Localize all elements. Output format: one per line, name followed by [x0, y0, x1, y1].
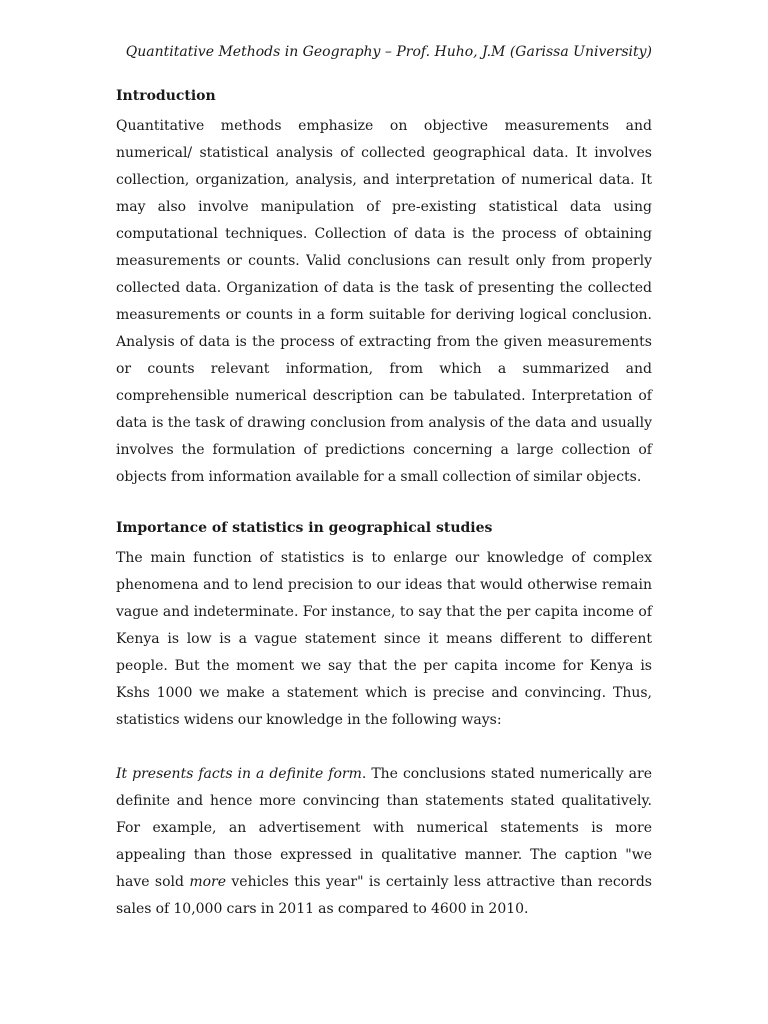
paragraph-introduction: Quantitative methods emphasize on objective measurements and numerical/ statistical analysis of collected geographical data. It involves collection, organization, analysis, and interpretation of numerical data. It may also involve manipulation of pre-existing statistical data using computational techniques. Collection of data is the process of obtaining measurements or counts. Valid conclusions can result only from properly collected data. Organization of data is the task of presenting the collected measurements or counts in a form suitable for deriving logical conclusion. Analysis of data is the process of extracting from the given measurements or counts relevant information, from which a summarized and comprehensible numerical description can be tabulated. Interpretation of data is the task of drawing conclusion from analysis of the data and usually involves the formulation of predictions concerning a large collection of objects from information available for a small collection of similar objects. [116, 118, 652, 485]
emphasis-word: more [189, 874, 227, 890]
paragraph-text: . The conclusions stated numerically are definite and hence more convincing than statements stated qualitatively. For example, an advertisement with numerical statements is more appealing than those expressed in qualitative manner. The caption "we have sold [116, 766, 652, 890]
paragraph-spacer [116, 734, 652, 761]
section-heading-introduction: Introduction [116, 88, 216, 104]
running-head: Quantitative Methods in Geography – Prof. Huho, J.M (Garissa University) [125, 44, 652, 60]
lead-phrase: It presents facts in a definite form [116, 766, 362, 782]
section-heading-importance: Importance of statistics in geographical studies [116, 520, 493, 536]
paragraph-spacer [116, 491, 652, 518]
paragraph-definite-form [116, 761, 652, 923]
paragraph-importance: The main function of statistics is to enlarge our knowledge of complex phenomena and to lend precision to our ideas that would otherwise remain vague and indeterminate. For instance, to say that the per capita income of Kenya is low is a vague statement since it means different to different people. But the moment we say that the per capita income for Kenya is Kshs 1000 we make a statement which is precise and convincing. Thus, statistics widens our knowledge in the following ways: [116, 550, 652, 728]
paragraph-text: vehicles this year" is certainly less attractive than records sales of 10,000 cars in 2011 as compared to 4600 in 2010. [116, 874, 652, 917]
document-body [116, 86, 652, 923]
